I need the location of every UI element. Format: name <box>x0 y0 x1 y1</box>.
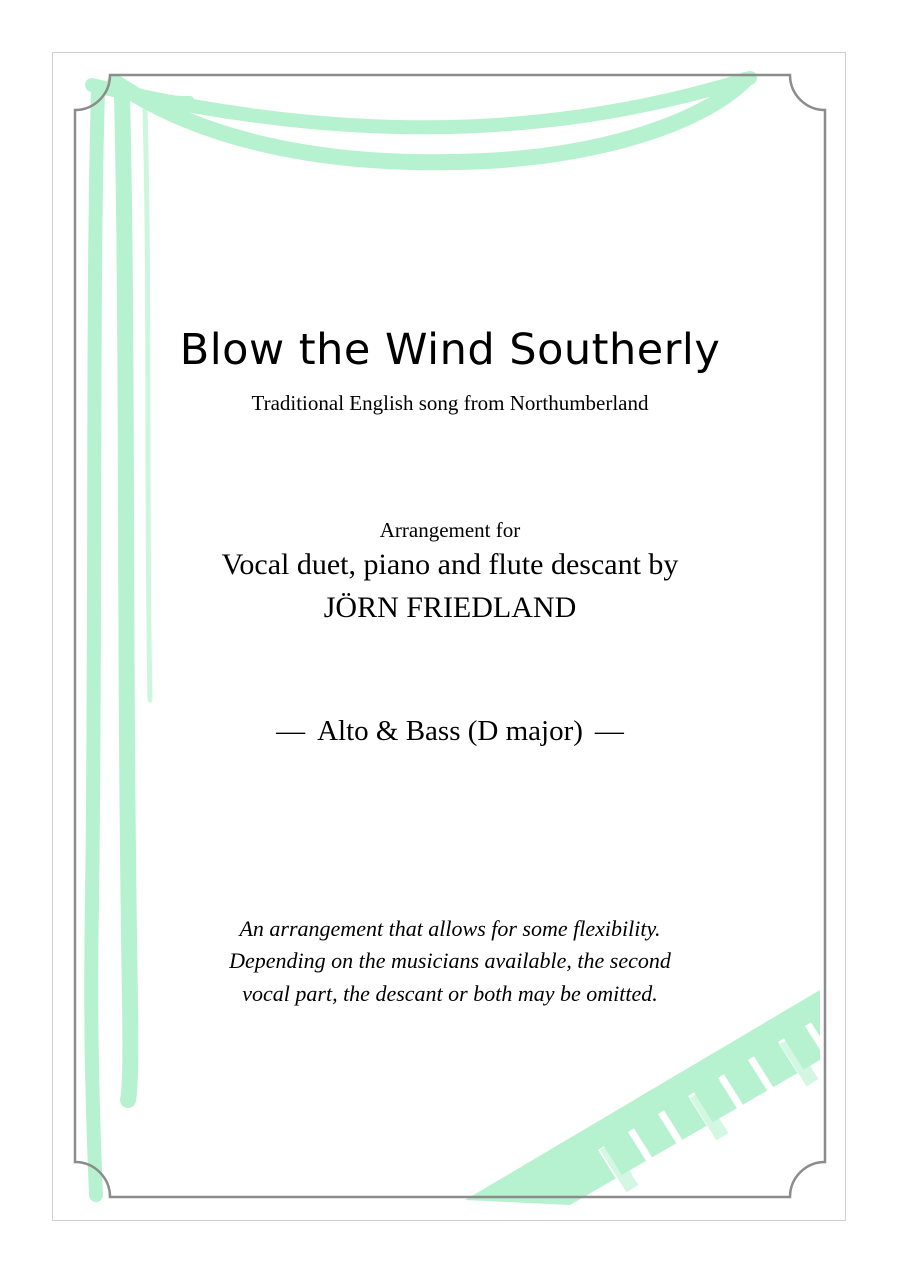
piano-keys-decoration <box>465 990 832 1205</box>
edition-line <box>0 715 900 748</box>
song-subtitle: Traditional English song from Northumberland <box>251 391 649 415</box>
page-frame <box>75 75 825 1197</box>
curtain-drape-decoration <box>91 78 750 1195</box>
edition-dash-right: — <box>594 715 624 747</box>
song-title: Blow the Wind Southerly <box>179 325 721 375</box>
note-line-1: An arrangement that allows for some flexibility. <box>239 916 661 941</box>
arranger-name: JÖRN FRIEDLAND <box>323 591 577 624</box>
arrangement-instrumentation: Vocal duet, piano and flute descant by <box>221 548 679 581</box>
note-line-2: Depending on the musicians available, the second <box>229 948 671 973</box>
arrangement-for-label: Arrangement for <box>379 518 521 542</box>
edition-dash-left: — <box>276 715 306 747</box>
edition-label: Alto & Bass (D major) <box>317 715 583 747</box>
note-line-3: vocal part, the descant or both may be omitted. <box>242 981 658 1006</box>
